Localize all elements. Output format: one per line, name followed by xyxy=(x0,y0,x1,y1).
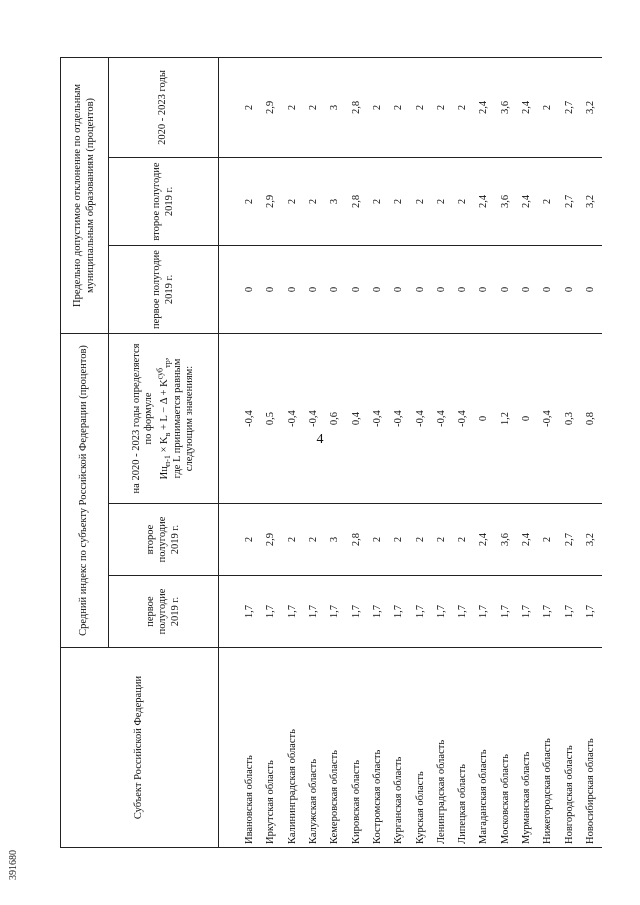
region-name: Иркутская область xyxy=(261,648,282,848)
avg-second-half: 2,4 xyxy=(517,504,538,576)
region-name: Кировская область xyxy=(346,648,367,848)
dev-first-half: 0 xyxy=(517,245,538,333)
dev-second-half: 2 xyxy=(240,157,261,245)
dev-first-half: 0 xyxy=(346,245,367,333)
table-row xyxy=(559,57,580,847)
avg-second-half: 2 xyxy=(431,504,452,576)
avg-first-half: 1,7 xyxy=(304,576,325,648)
avg-first-half: 1,7 xyxy=(346,576,367,648)
dev-years: 2,8 xyxy=(346,57,367,157)
region-name: Калужская область xyxy=(304,648,325,848)
region-name: Нижегородская область xyxy=(538,648,559,848)
dev-years: 2 xyxy=(368,57,389,157)
avg-first-half: 1,7 xyxy=(368,576,389,648)
dev-first-half: 0 xyxy=(240,245,261,333)
avg-formula-value: 0 xyxy=(474,333,495,503)
dev-second-half: 2 xyxy=(410,157,431,245)
dev-years: 3 xyxy=(325,57,346,157)
avg-formula-value: 0,3 xyxy=(559,333,580,503)
avg-first-half: 1,7 xyxy=(282,576,303,648)
header-formula xyxy=(109,333,219,503)
header-dev-years: 2020 - 2023 годы xyxy=(109,57,219,157)
table-row xyxy=(495,57,516,847)
header-dev-first-half-2019: первое полугодие 2019 г. xyxy=(109,245,219,333)
avg-first-half: 1,7 xyxy=(538,576,559,648)
dev-second-half: 2 xyxy=(304,157,325,245)
table-row xyxy=(453,57,474,847)
table-row xyxy=(517,57,538,847)
region-name: Курганская область xyxy=(389,648,410,848)
dev-first-half: 0 xyxy=(368,245,389,333)
table-body xyxy=(219,57,602,847)
avg-formula-value: -0,4 xyxy=(389,333,410,503)
document-code: 391680 xyxy=(8,850,19,880)
dev-second-half: 2 xyxy=(431,157,452,245)
dev-second-half: 2,4 xyxy=(474,157,495,245)
dev-first-half: 0 xyxy=(304,245,325,333)
header-average-index: Средний индекс по субъекту Российской Федерации (процентов) xyxy=(61,333,109,647)
avg-first-half: 1,7 xyxy=(261,576,282,648)
dev-years: 2,4 xyxy=(474,57,495,157)
region-name: Кемеровская область xyxy=(325,648,346,848)
dev-years: 2 xyxy=(282,57,303,157)
header-dev-second-half-2019: второе полугодие 2019 г. xyxy=(109,157,219,245)
dev-years: 2 xyxy=(410,57,431,157)
avg-first-half: 1,7 xyxy=(495,576,516,648)
avg-second-half: 3,6 xyxy=(495,504,516,576)
avg-second-half: 2 xyxy=(389,504,410,576)
avg-second-half: 2,4 xyxy=(474,504,495,576)
dev-second-half: 2,7 xyxy=(559,157,580,245)
avg-first-half: 1,7 xyxy=(431,576,452,648)
dev-years: 3,2 xyxy=(581,57,602,157)
avg-first-half: 1,7 xyxy=(410,576,431,648)
avg-second-half: 2 xyxy=(304,504,325,576)
dev-first-half: 0 xyxy=(559,245,580,333)
avg-formula-value: -0,4 xyxy=(240,333,261,503)
avg-second-half: 2,9 xyxy=(261,504,282,576)
dev-second-half: 3,2 xyxy=(581,157,602,245)
dev-first-half: 0 xyxy=(389,245,410,333)
dev-years: 2 xyxy=(431,57,452,157)
header-subject: Субъект Российской Федерации xyxy=(61,648,219,848)
dev-second-half: 3 xyxy=(325,157,346,245)
avg-second-half: 2 xyxy=(410,504,431,576)
dev-second-half: 2,9 xyxy=(261,157,282,245)
table-row xyxy=(368,57,389,847)
formula-intro: на 2020 - 2023 годы определяется по формуле xyxy=(130,343,155,494)
region-name: Новосибирская область xyxy=(581,648,602,848)
page-number: 4 xyxy=(316,432,324,447)
region-name: Костромская область xyxy=(368,648,389,848)
table-row xyxy=(538,57,559,847)
avg-second-half: 2,8 xyxy=(346,504,367,576)
dev-second-half: 2 xyxy=(389,157,410,245)
dev-first-half: 0 xyxy=(581,245,602,333)
table-row xyxy=(410,57,431,847)
avg-formula-value: -0,4 xyxy=(538,333,559,503)
dev-first-half: 0 xyxy=(282,245,303,333)
table-row xyxy=(304,57,325,847)
dev-years: 2,7 xyxy=(559,57,580,157)
dev-years: 3,6 xyxy=(495,57,516,157)
avg-formula-value: 0,6 xyxy=(325,333,346,503)
rotated-table-container xyxy=(60,58,596,848)
dev-years: 2 xyxy=(304,57,325,157)
table-row xyxy=(346,57,367,847)
avg-formula-value: -0,4 xyxy=(282,333,303,503)
region-name: Ивановская область xyxy=(240,648,261,848)
dev-years: 2 xyxy=(453,57,474,157)
dev-second-half: 2,8 xyxy=(346,157,367,245)
dev-first-half: 0 xyxy=(431,245,452,333)
dev-second-half: 2 xyxy=(282,157,303,245)
dev-years: 2 xyxy=(389,57,410,157)
table-row xyxy=(240,57,261,847)
avg-formula-value: -0,4 xyxy=(304,333,325,503)
formula-note: где L принимается равным следующим значениям: xyxy=(171,358,195,479)
table-row xyxy=(474,57,495,847)
table-row xyxy=(282,57,303,847)
avg-formula-value: -0,4 xyxy=(410,333,431,503)
avg-formula-value: 0 xyxy=(517,333,538,503)
dev-years: 2,9 xyxy=(261,57,282,157)
dev-second-half: 2 xyxy=(538,157,559,245)
dev-second-half: 2 xyxy=(368,157,389,245)
avg-first-half: 1,7 xyxy=(581,576,602,648)
dev-first-half: 0 xyxy=(474,245,495,333)
dev-first-half: 0 xyxy=(325,245,346,333)
dev-years: 2,4 xyxy=(517,57,538,157)
formula-expression: $Иц_{п-1} \times K_в + L - \Delta + K^{суб}_{тр}$, xyxy=(155,357,172,480)
avg-first-half: 1,7 xyxy=(453,576,474,648)
header-first-half-2019: первое полугодие 2019 г. xyxy=(109,576,219,648)
avg-formula-value: 0,4 xyxy=(346,333,367,503)
avg-second-half: 2 xyxy=(538,504,559,576)
avg-first-half: 1,7 xyxy=(325,576,346,648)
region-name: Магаданская область xyxy=(474,648,495,848)
dev-years: 2 xyxy=(240,57,261,157)
avg-first-half: 1,7 xyxy=(559,576,580,648)
avg-formula-value: 0,8 xyxy=(581,333,602,503)
avg-formula-value: 0,5 xyxy=(261,333,282,503)
avg-first-half: 1,7 xyxy=(474,576,495,648)
avg-first-half: 1,7 xyxy=(517,576,538,648)
header-max-deviation: Предельно допустимое отклонение по отдельным муниципальным образованиям (процентов) xyxy=(61,57,109,333)
dev-first-half: 0 xyxy=(261,245,282,333)
dev-first-half: 0 xyxy=(495,245,516,333)
avg-second-half: 3 xyxy=(325,504,346,576)
table-row xyxy=(581,57,602,847)
avg-second-half: 2 xyxy=(282,504,303,576)
dev-first-half: 0 xyxy=(538,245,559,333)
tariff-index-table xyxy=(60,57,602,848)
region-name: Калининградская область xyxy=(282,648,303,848)
avg-second-half: 3,2 xyxy=(581,504,602,576)
dev-second-half: 2 xyxy=(453,157,474,245)
dev-second-half: 2,4 xyxy=(517,157,538,245)
table-row xyxy=(325,57,346,847)
avg-formula-value: -0,4 xyxy=(453,333,474,503)
table-row xyxy=(261,57,282,847)
avg-formula-value: -0,4 xyxy=(431,333,452,503)
avg-formula-value: -0,4 xyxy=(368,333,389,503)
avg-formula-value: 1,2 xyxy=(495,333,516,503)
dev-years: 2 xyxy=(538,57,559,157)
dev-first-half: 0 xyxy=(453,245,474,333)
dev-first-half: 0 xyxy=(410,245,431,333)
header-second-half-2019: второе полугодие 2019 г. xyxy=(109,504,219,576)
dev-second-half: 3,6 xyxy=(495,157,516,245)
region-name: Курская область xyxy=(410,648,431,848)
region-name: Ленинградская область xyxy=(431,648,452,848)
table-row xyxy=(431,57,452,847)
avg-second-half: 2 xyxy=(240,504,261,576)
avg-second-half: 2 xyxy=(453,504,474,576)
avg-first-half: 1,7 xyxy=(240,576,261,648)
region-name: Мурманская область xyxy=(517,648,538,848)
region-name: Липецкая область xyxy=(453,648,474,848)
avg-second-half: 2 xyxy=(368,504,389,576)
table-row xyxy=(389,57,410,847)
avg-first-half: 1,7 xyxy=(389,576,410,648)
region-name: Новгородская область xyxy=(559,648,580,848)
region-name: Московская область xyxy=(495,648,516,848)
avg-second-half: 2,7 xyxy=(559,504,580,576)
